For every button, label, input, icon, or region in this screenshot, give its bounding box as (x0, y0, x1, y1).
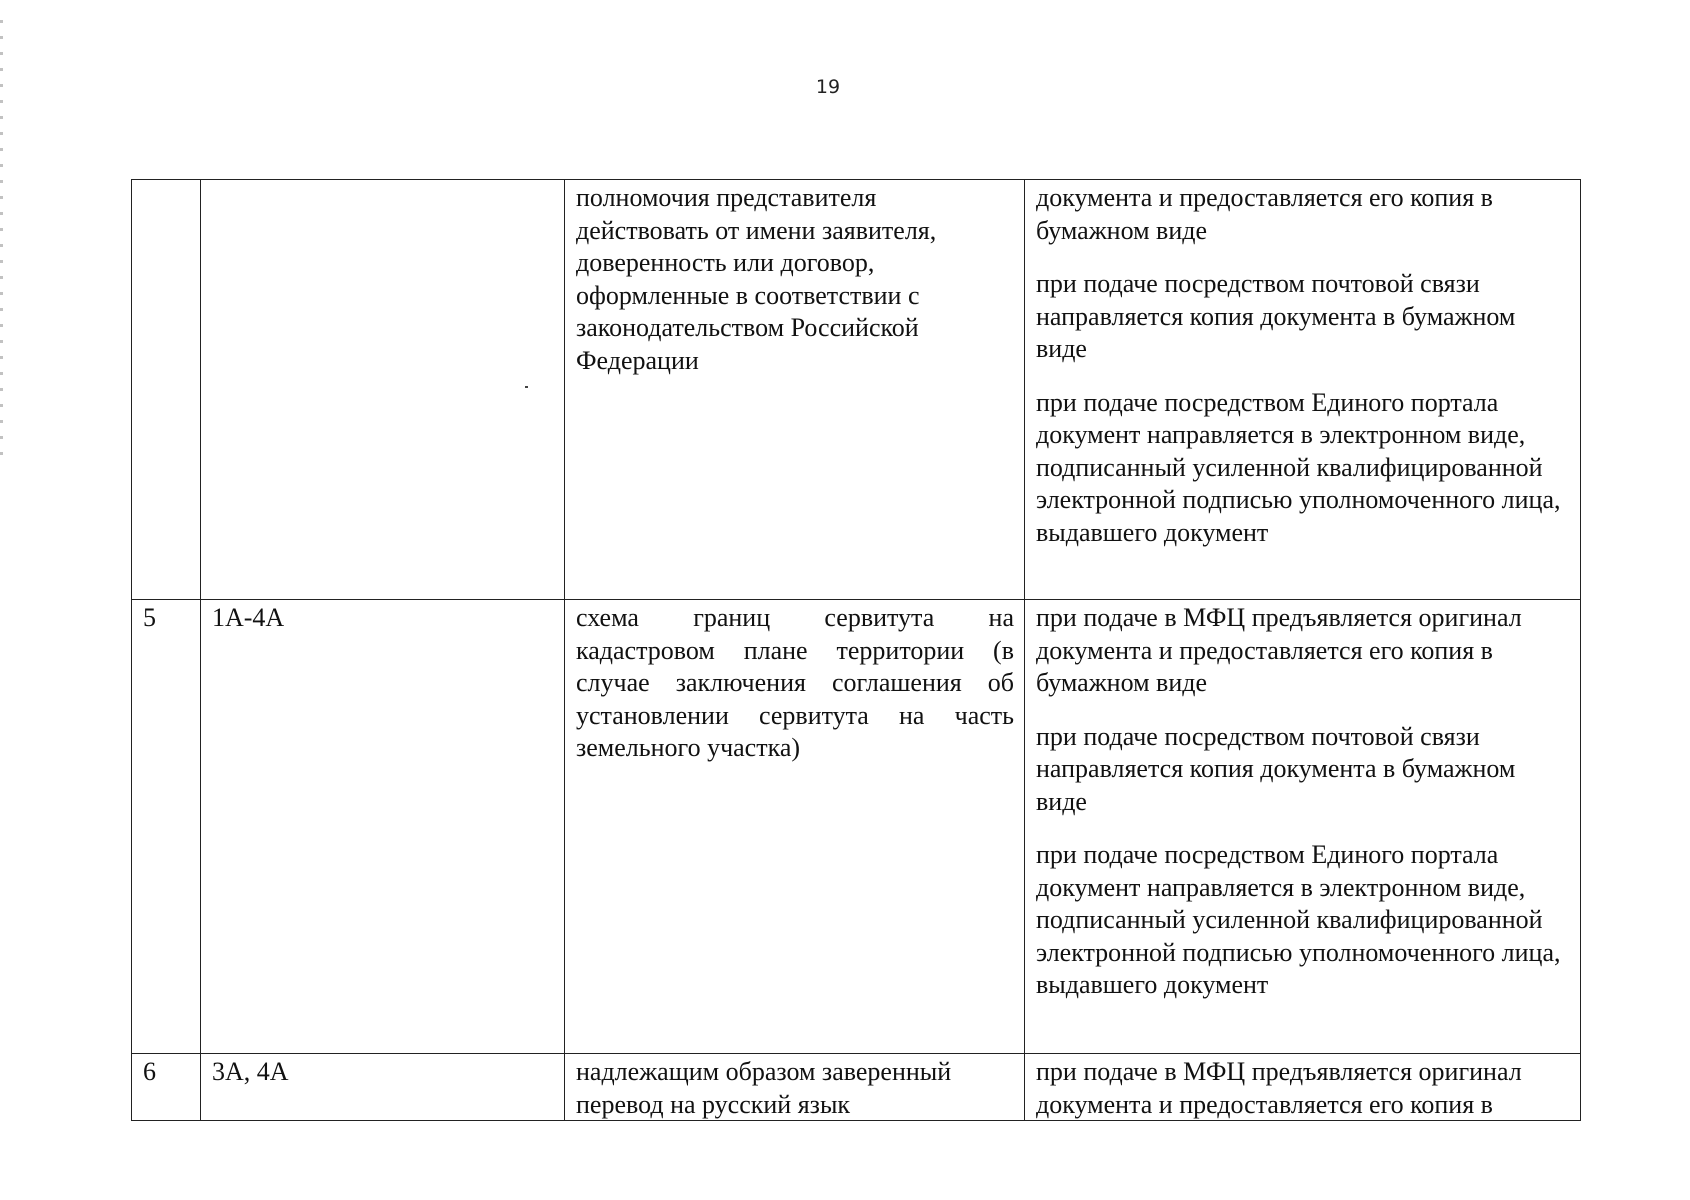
table-row (132, 180, 1581, 600)
page-number: 19 (815, 76, 841, 98)
table-row (132, 1054, 1581, 1121)
procedure-paragraph: при подаче посредством Единого портала документ направляется в электронном виде, подписанный усиленной квалифицированной электронной подписью уполномоченного лица, выдавшего документ (1036, 387, 1561, 547)
procedure-paragraph: при подаче посредством почтовой связи направляется копия документа в бумажном виде (1036, 721, 1516, 816)
submission-procedure-cell (1025, 1054, 1581, 1121)
table-row (132, 600, 1581, 1054)
row-number-cell: 6 (132, 1054, 201, 1121)
submission-procedure-cell (1025, 600, 1581, 1054)
case-code-cell: 1А-4А (201, 600, 565, 1054)
document-table (131, 179, 1581, 1121)
document-name-cell (565, 600, 1025, 1054)
row-number-cell (132, 180, 201, 600)
case-code-cell (201, 180, 565, 600)
document-name-text: надлежащим образом заверенный перевод на русский язык (576, 1057, 952, 1119)
procedure-paragraph: при подаче в МФЦ предъявляется оригинал документа и предоставляется его копия в (1036, 1057, 1522, 1119)
submission-procedure-cell (1025, 180, 1581, 600)
document-name-cell (565, 180, 1025, 600)
document-name-text: полномочия представителя действовать от имени заявителя, доверенность или договор, оформленные в соответствии с законодательством Российской Федерации (576, 183, 937, 375)
procedure-paragraph: при подаче посредством Единого портала документ направляется в электронном виде, подписанный усиленной квалифицированной электронной подписью уполномоченного лица, выдавшего документ (1036, 840, 1561, 999)
document-name-cell (565, 1054, 1025, 1121)
procedure-paragraph: документа и предоставляется его копия в бумажном виде (1036, 183, 1493, 245)
procedure-paragraph: при подаче посредством почтовой связи направляется копия документа в бумажном виде (1036, 269, 1516, 363)
procedure-paragraph: при подаче в МФЦ предъявляется оригинал документа и предоставляется его копия в бумажном виде (1036, 603, 1522, 697)
document-name-text: схема границ сервитута на кадастровом плане территории (в случае заключения соглашения об установлении сервитута на часть земельного участка) (576, 603, 1014, 762)
row-number-cell: 5 (132, 600, 201, 1054)
case-code-cell: 3А, 4А (201, 1054, 565, 1121)
